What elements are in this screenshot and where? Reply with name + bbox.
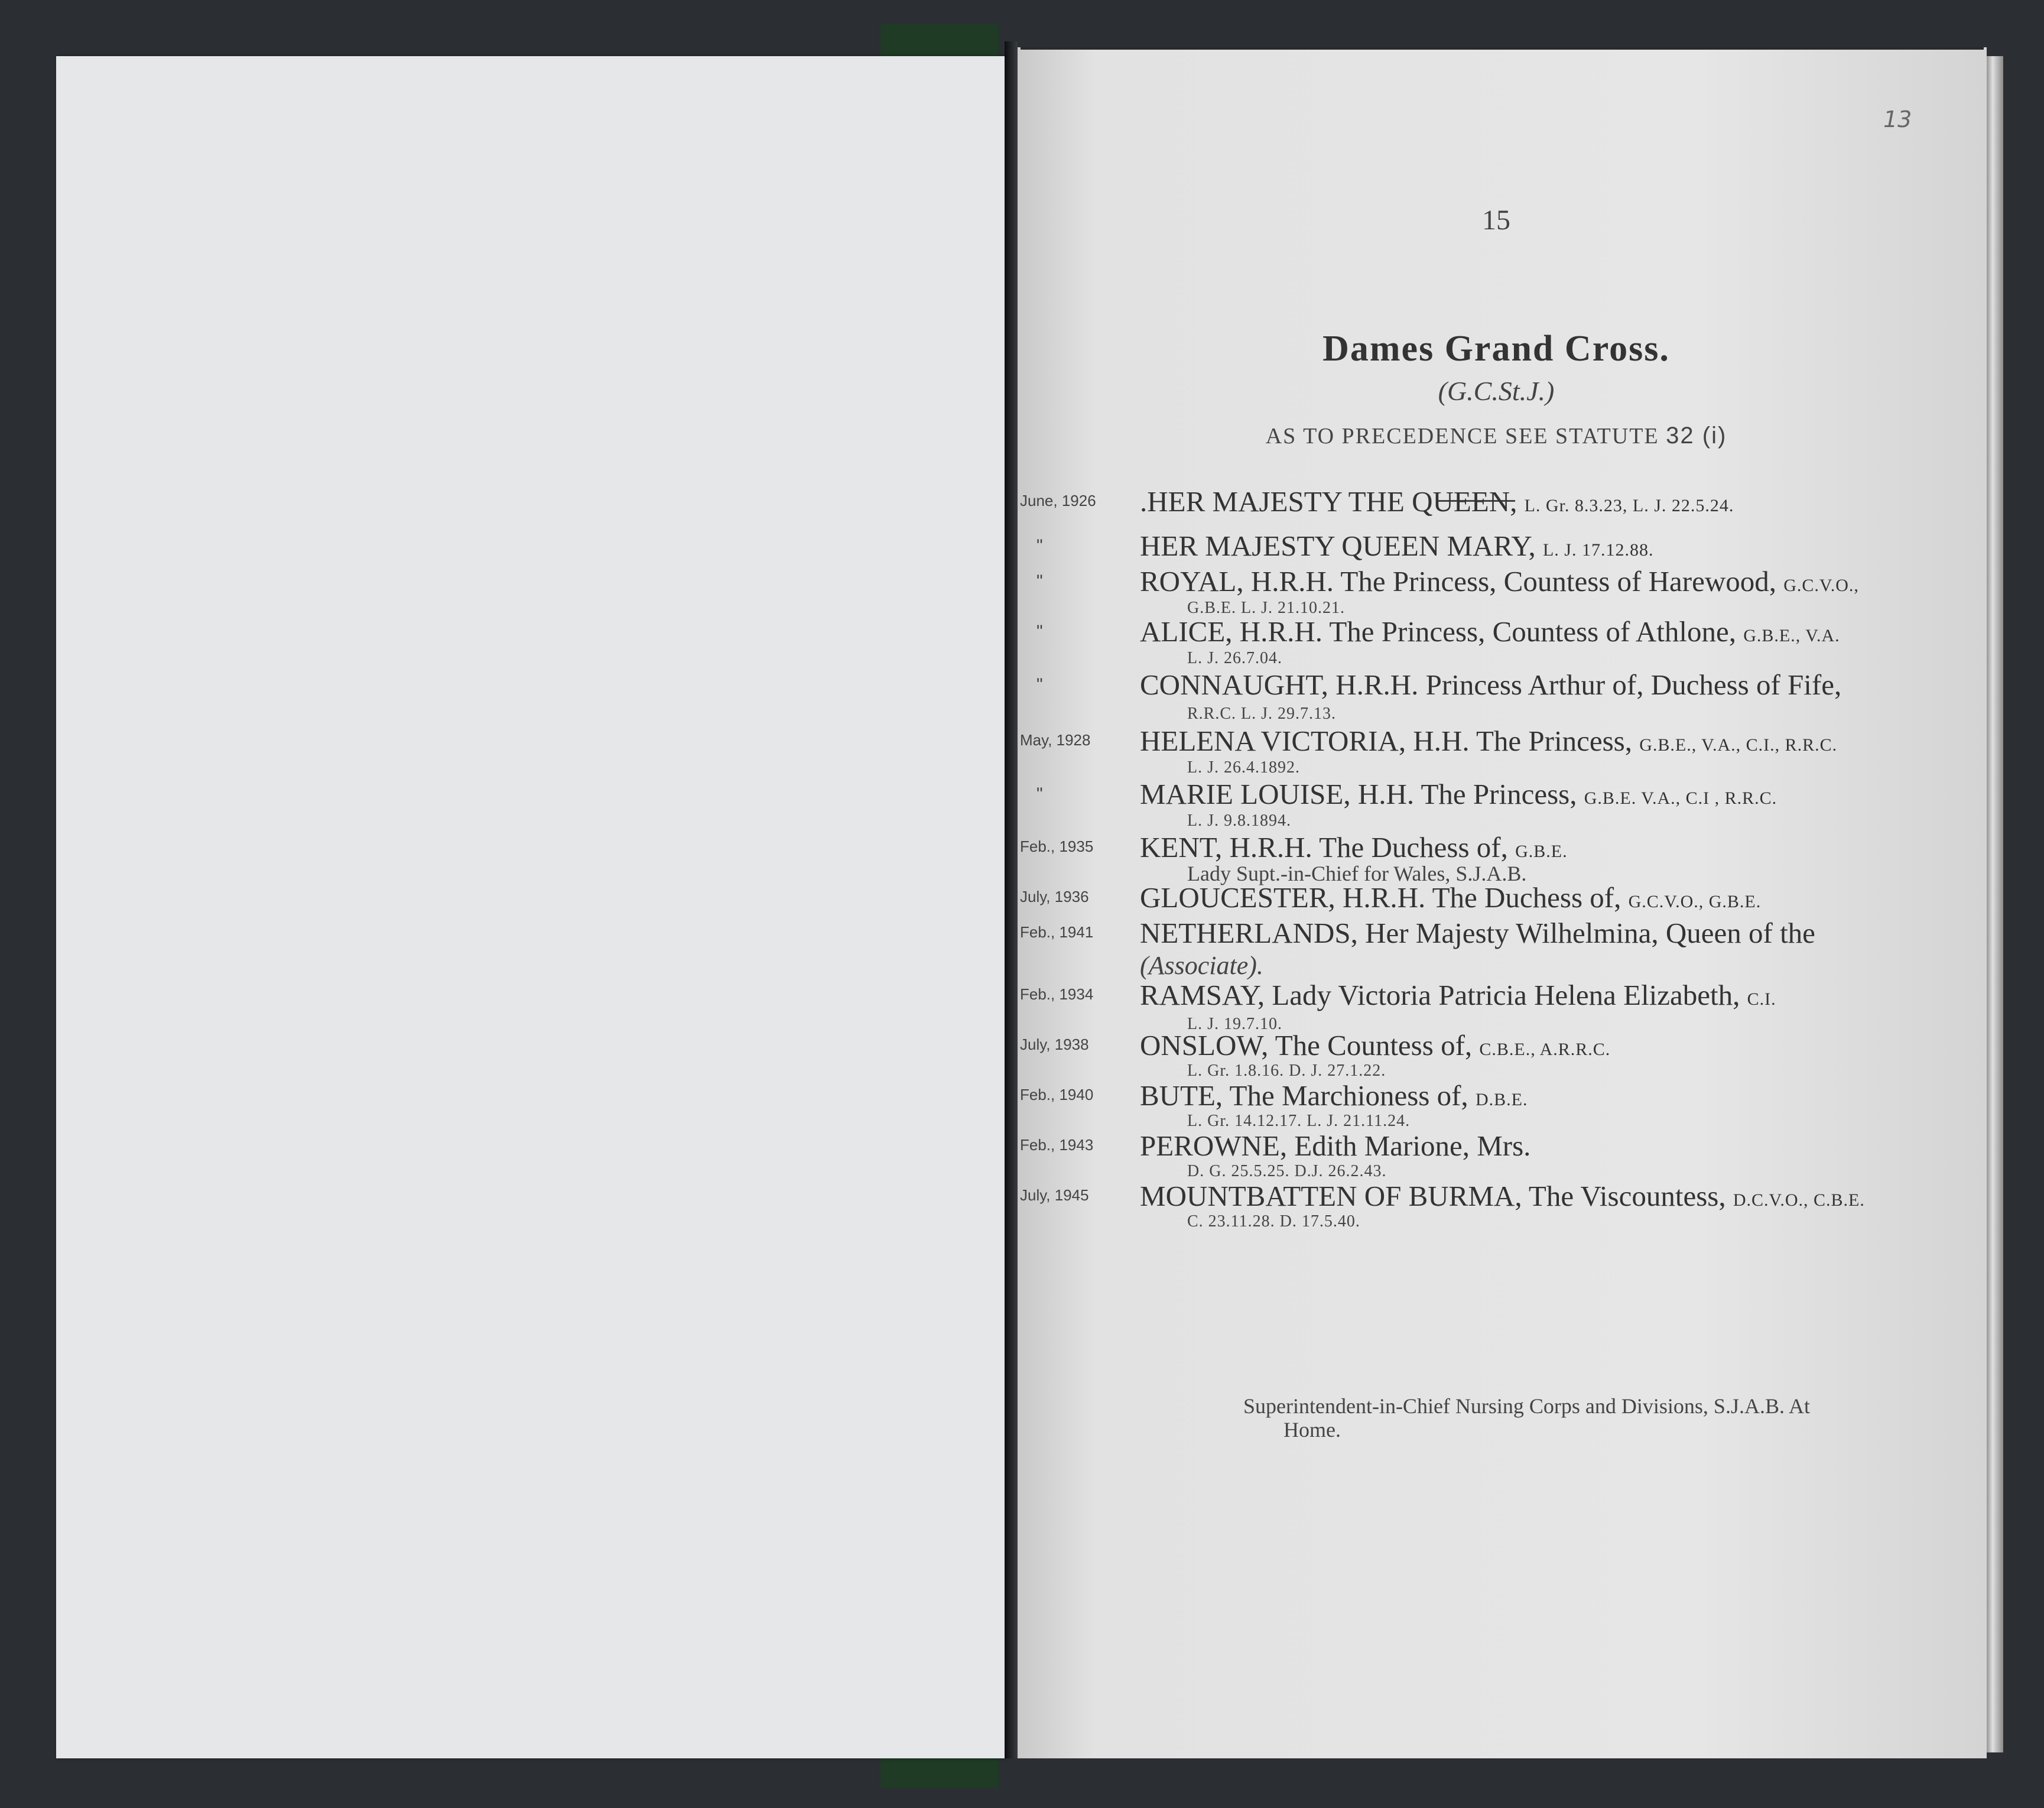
entry-name	[1140, 1028, 1610, 1062]
entry-name-text: MOUNTBATTEN OF BURMA, The Viscountess,	[1140, 1180, 1726, 1212]
entry-detail: L. Gr. 1.8.16. D. J. 27.1.22.	[1187, 1062, 1386, 1080]
entry-name-text: GLOUCESTER, H.R.H. The Duchess of,	[1140, 881, 1621, 914]
entry-name-text: CONNAUGHT, H.R.H. Princess Arthur of, Duchess of Fife,	[1140, 668, 1842, 701]
entry-date: "	[1036, 572, 1043, 591]
entry-name-text: HELENA VICTORIA, H.H. The Princess,	[1140, 725, 1632, 757]
book-spine-top	[880, 24, 999, 56]
entry-name-text: ALICE, H.R.H. The Princess, Countess of Athlone,	[1140, 615, 1736, 648]
entry-honours: G.B.E., V.A.	[1743, 626, 1840, 645]
entry-honours: C.I.	[1747, 989, 1776, 1009]
entry-name-text: .HER MAJESTY THE QUEEN,	[1140, 485, 1517, 518]
printed-page	[1018, 47, 1987, 1758]
entry-honours: G.C.V.O.,	[1783, 576, 1859, 595]
entry-name	[1140, 668, 1841, 702]
entry-name	[1140, 529, 1653, 563]
entry-honours: L. Gr. 8.3.23, L. J. 22.5.24.	[1524, 496, 1734, 515]
entry-name	[1140, 1079, 1528, 1112]
entry-name	[1140, 916, 1815, 950]
entry-date: "	[1036, 536, 1043, 556]
entry-detail: L. Gr. 14.12.17. L. J. 21.11.24.	[1187, 1112, 1411, 1130]
entry-date: "	[1036, 784, 1043, 804]
section-subheading: (G.C.St.J.)	[1438, 376, 1555, 406]
section-heading: Dames Grand Cross.	[1322, 329, 1670, 369]
entry-detail: G.B.E. L. J. 21.10.21.	[1187, 599, 1345, 617]
entry-date: July, 1936	[1020, 888, 1089, 905]
entry-honours: D.C.V.O., C.B.E.	[1733, 1190, 1865, 1210]
entry-date: June, 1926	[1020, 492, 1096, 509]
precedence-text: AS TO PRECEDENCE SEE STATUTE	[1265, 424, 1659, 449]
entry-name-text: HER MAJESTY QUEEN MARY,	[1140, 530, 1536, 562]
entry-honours: D.B.E.	[1475, 1090, 1528, 1109]
entry-detail: (Associate).	[1140, 951, 1263, 980]
entry-name	[1140, 777, 1777, 811]
entry-name	[1140, 1179, 1865, 1213]
entry-date: "	[1036, 622, 1043, 641]
entry-date: Feb., 1941	[1020, 923, 1094, 941]
entry-detail: D. G. 25.5.25. D.J. 26.2.43.	[1187, 1162, 1387, 1180]
final-note-line-2: Home.	[1283, 1418, 1341, 1442]
entry-name-text: KENT, H.R.H. The Duchess of,	[1140, 831, 1508, 864]
entry-honours: C.B.E., A.R.R.C.	[1479, 1040, 1611, 1059]
entry-date: May, 1928	[1020, 731, 1091, 749]
entry-name-text: RAMSAY, Lady Victoria Patricia Helena Elizabeth,	[1140, 979, 1740, 1011]
entry-detail: R.R.C. L. J. 29.7.13.	[1187, 705, 1337, 723]
page-number: 15	[1482, 205, 1510, 236]
entry-detail: Lady Supt.-in-Chief for Wales, S.J.A.B.	[1187, 862, 1527, 885]
final-note-line-1: Superintendent-in-Chief Nursing Corps and Divisions, S.J.A.B. At	[1243, 1394, 1810, 1418]
entry-name-text: MARIE LOUISE, H.H. The Princess,	[1140, 778, 1577, 810]
entry-name-text: ONSLOW, The Countess of,	[1140, 1029, 1473, 1062]
entry-date: Feb., 1940	[1020, 1086, 1094, 1103]
entry-date: "	[1036, 675, 1043, 694]
entry-detail: L. J. 26.4.1892.	[1187, 758, 1300, 777]
entry-name	[1140, 830, 1568, 864]
entry-date: Feb., 1943	[1020, 1136, 1094, 1154]
entry-name	[1140, 724, 1837, 758]
entry-honours: L. J. 17.12.88.	[1542, 540, 1654, 560]
entry-name	[1140, 615, 1840, 648]
entry-name	[1140, 1129, 1530, 1163]
entry-date: July, 1945	[1020, 1186, 1089, 1204]
entry-name-text: BUTE, The Marchioness of,	[1140, 1079, 1468, 1112]
entry-date: Feb., 1934	[1020, 985, 1094, 1003]
entry-honours: G.B.E. V.A., C.I , R.R.C.	[1584, 788, 1777, 808]
entry-detail: L. J. 9.8.1894.	[1187, 812, 1291, 830]
entry-honours: G.C.V.O., G.B.E.	[1628, 892, 1762, 911]
entry-name	[1140, 564, 1859, 598]
entry-name-text: NETHERLANDS, Her Majesty Wilhelmina, Queen of the	[1140, 917, 1815, 949]
entry-honours: G.B.E., V.A., C.I., R.R.C.	[1639, 735, 1838, 755]
entry-date: July, 1938	[1020, 1036, 1089, 1053]
entry-name	[1140, 485, 1734, 518]
entry-detail: L. J. 26.7.04.	[1187, 649, 1282, 667]
precedence-reference: 32 (i)	[1666, 423, 1727, 449]
blank-left-page	[56, 56, 1005, 1758]
book-spine-bottom	[880, 1758, 999, 1788]
archive-page-number: 13	[1883, 106, 1912, 132]
entry-name-text: PEROWNE, Edith Marione, Mrs.	[1140, 1129, 1531, 1162]
page-top-rule	[1021, 47, 1984, 50]
precedence-note	[1018, 423, 1975, 449]
entry-name-text: ROYAL, H.R.H. The Princess, Countess of Harewood,	[1140, 565, 1776, 598]
entry-name	[1140, 978, 1776, 1012]
entry-name	[1140, 881, 1761, 914]
entry-detail: L. J. 19.7.10.	[1187, 1015, 1282, 1033]
entry-date: Feb., 1935	[1020, 838, 1094, 855]
gutter-shadow	[1005, 41, 1018, 1758]
entry-detail: C. 23.11.28. D. 17.5.40.	[1187, 1212, 1360, 1231]
entry-honours: G.B.E.	[1515, 842, 1568, 861]
